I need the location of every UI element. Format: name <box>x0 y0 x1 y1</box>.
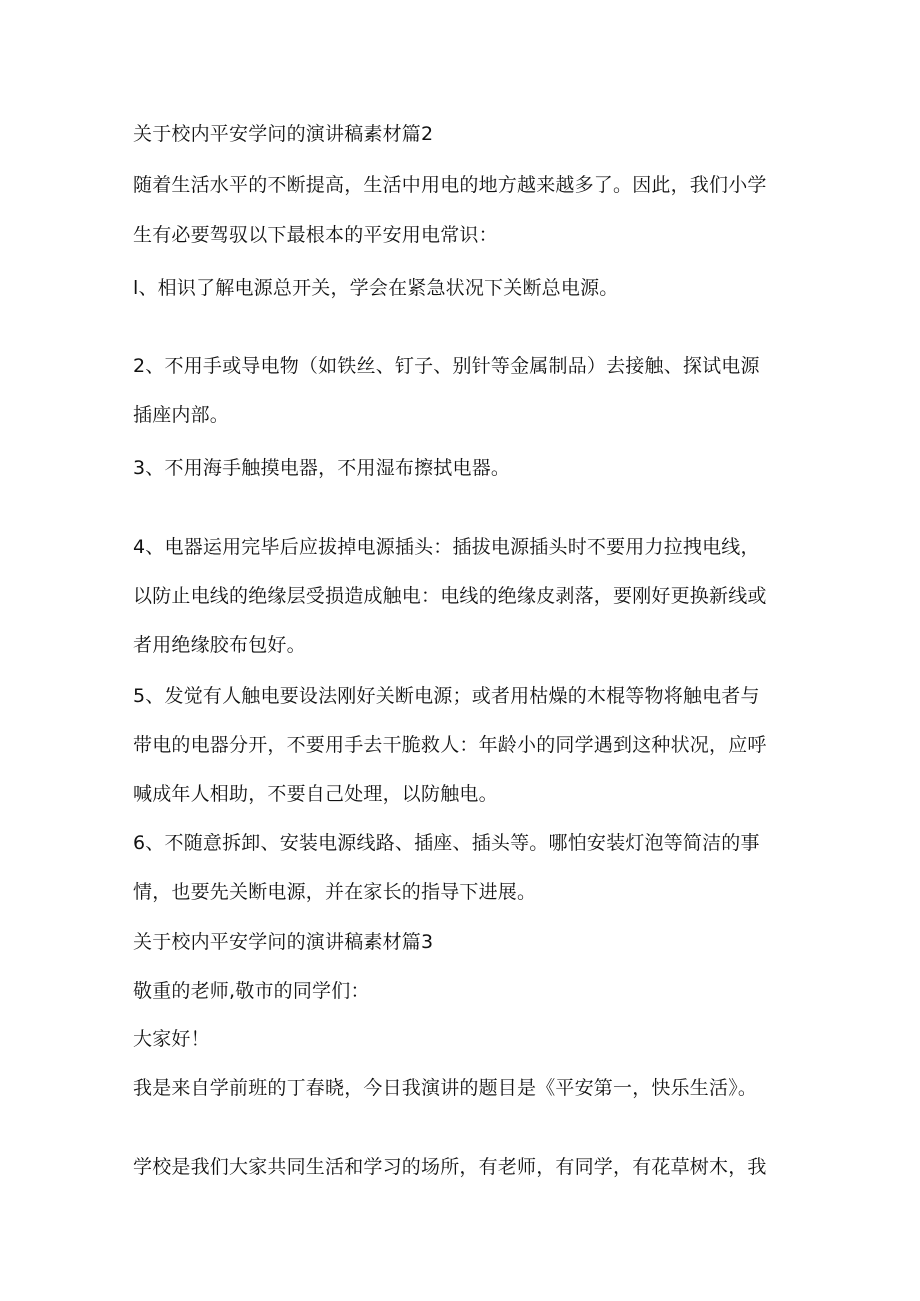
paragraph-line: 生有必要驾驭以下最根本的平安用电常识： <box>133 224 498 246</box>
paragraph-line: 学校是我们大家共同生活和学习的场所，有老师，有同学，有花草树木，我 <box>133 1156 767 1178</box>
greeting: 大家好！ <box>133 1028 210 1050</box>
list-item-6: 6、不随意拆卸、安装电源线路、插座、插头等。哪怕安装灯泡等简洁的事 <box>133 832 760 854</box>
list-item-4-continued: 者用绝缘胶布包好。 <box>133 634 306 656</box>
list-item-2-continued: 插座内部。 <box>133 404 230 426</box>
list-item-4-continued: 以防止电线的绝缘层受损造成触电：电线的绝缘皮剥落，要刚好更换新线或 <box>133 585 767 607</box>
salutation: 敬重的老师,敬市的同学们： <box>133 980 370 1002</box>
list-item-5: 5、发觉有人触电要设法刚好关断电源；或者用枯燥的木棍等物将触电者与 <box>133 685 760 707</box>
list-item-6-continued: 情，也要先关断电源，并在家长的指导下进展。 <box>133 881 537 903</box>
list-item-5-continued: 带电的电器分开，不要用手去干脆救人：年龄小的同学遇到这种状况，应呼 <box>133 734 767 756</box>
list-item-4: 4、电器运用完毕后应拔掉电源插头：插拔电源插头时不要用力拉拽电线， <box>133 536 760 558</box>
paragraph-line: 随着生活水平的不断提高，生活中用电的地方越来越多了。因此，我们小学 <box>133 174 767 196</box>
list-item-2: 2、不用手或导电物（如铁丝、钉子、别针等金属制品）去接触、探试电源 <box>133 355 760 377</box>
section-heading-2: 关于校内平安学问的演讲稿素材篇2 <box>133 123 434 145</box>
section-heading-3: 关于校内平安学问的演讲稿素材篇3 <box>133 931 434 953</box>
list-item-1: l、相识了解电源总开关，学会在紧急状况下关断总电源。 <box>133 277 619 299</box>
paragraph-line: 我是来自学前班的丁春晓，今日我演讲的题目是《平安第一，快乐生活》。 <box>133 1077 758 1099</box>
list-item-5-continued: 喊成年人相助，不要自己处理，以防触电。 <box>133 783 498 805</box>
list-item-3: 3、不用海手触摸电器，不用湿布擦拭电器。 <box>133 457 511 479</box>
